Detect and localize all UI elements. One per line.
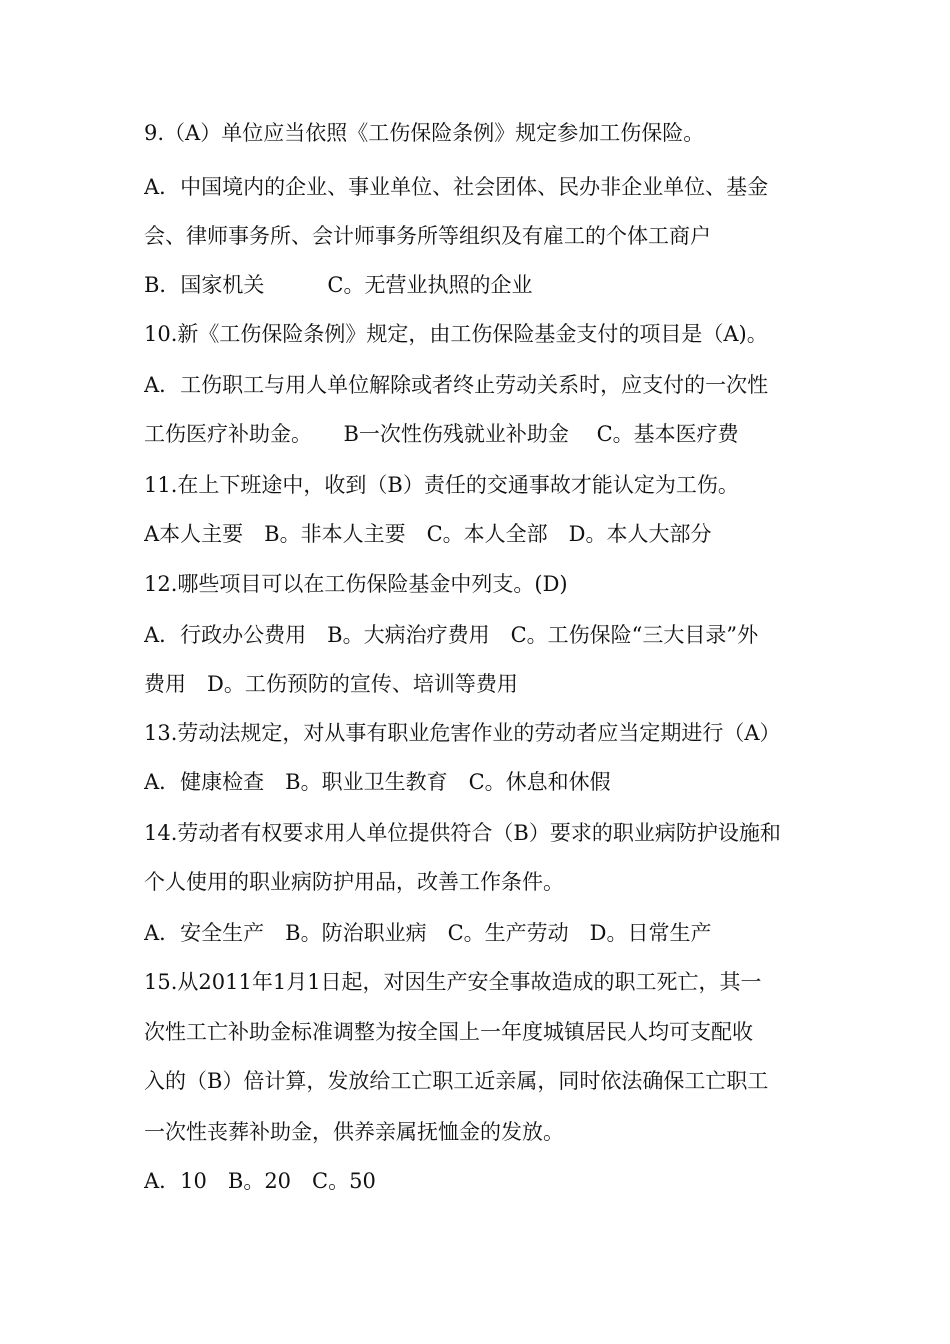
question-14-stem-line-1: 14.劳动者有权要求用人单位提供符合（B）要求的职业病防护设施和 (144, 821, 781, 845)
question-13-stem: 13.劳动法规定，对从事有职业危害作业的劳动者应当定期进行（A） (144, 721, 781, 745)
question-15-stem-line-1: 15.从2011年1月1日起，对因生产安全事故造成的职工死亡，其一 (144, 970, 762, 994)
question-10-option-a-line-1: A．工伤职工与用人单位解除或者终止劳动关系时，应支付的一次性 (144, 373, 769, 397)
question-9-option-a-line-2: 会、律师事务所、会计师事务所等组织及有雇工的个体工商户 (144, 224, 711, 248)
question-13-options: A．健康检查 B。职业卫生教育 C。休息和休假 (144, 770, 611, 794)
question-11-stem: 11.在上下班途中，收到（B）责任的交通事故才能认定为工伤。 (144, 473, 739, 497)
question-10-stem: 10.新《工伤保险条例》规定，由工伤保险基金支付的项目是（A)。 (144, 322, 768, 346)
question-15-stem-line-4: 一次性丧葬补助金，供养亲属抚恤金的发放。 (144, 1120, 564, 1144)
question-14-stem-line-2: 个人使用的职业病防护用品，改善工作条件。 (144, 870, 564, 894)
question-15-options: A．10 B。20 C。50 (144, 1169, 376, 1193)
question-12-options-line-2: 费用 D。工伤预防的宣传、培训等费用 (144, 672, 518, 696)
question-10-options-line-2: 工伤医疗补助金。 B一次性伤残就业补助金 C。基本医疗费 (144, 422, 739, 446)
question-9-options-b-c: B．国家机关 C。无营业执照的企业 (144, 273, 533, 297)
question-12-options-line-1: A．行政办公费用 B。大病治疗费用 C。工伤保险“三大目录”外 (144, 623, 759, 647)
question-15-stem-line-3: 入的（B）倍计算，发放给工亡职工近亲属，同时依法确保工亡职工 (144, 1069, 769, 1093)
question-15-stem-line-2: 次性工亡补助金标准调整为按全国上一年度城镇居民人均可支配收 (144, 1020, 753, 1044)
question-9-stem: 9.（A）单位应当依照《工伤保险条例》规定参加工伤保险。 (144, 121, 705, 145)
question-12-stem: 12.哪些项目可以在工伤保险基金中列支。(D) (144, 572, 568, 596)
question-11-options: A本人主要 B。非本人主要 C。本人全部 D。本人大部分 (144, 522, 712, 546)
question-9-option-a-line-1: A．中国境内的企业、事业单位、社会团体、民办非企业单位、基金 (144, 175, 769, 199)
question-14-options: A．安全生产 B。防治职业病 C。生产劳动 D。日常生产 (144, 921, 712, 945)
